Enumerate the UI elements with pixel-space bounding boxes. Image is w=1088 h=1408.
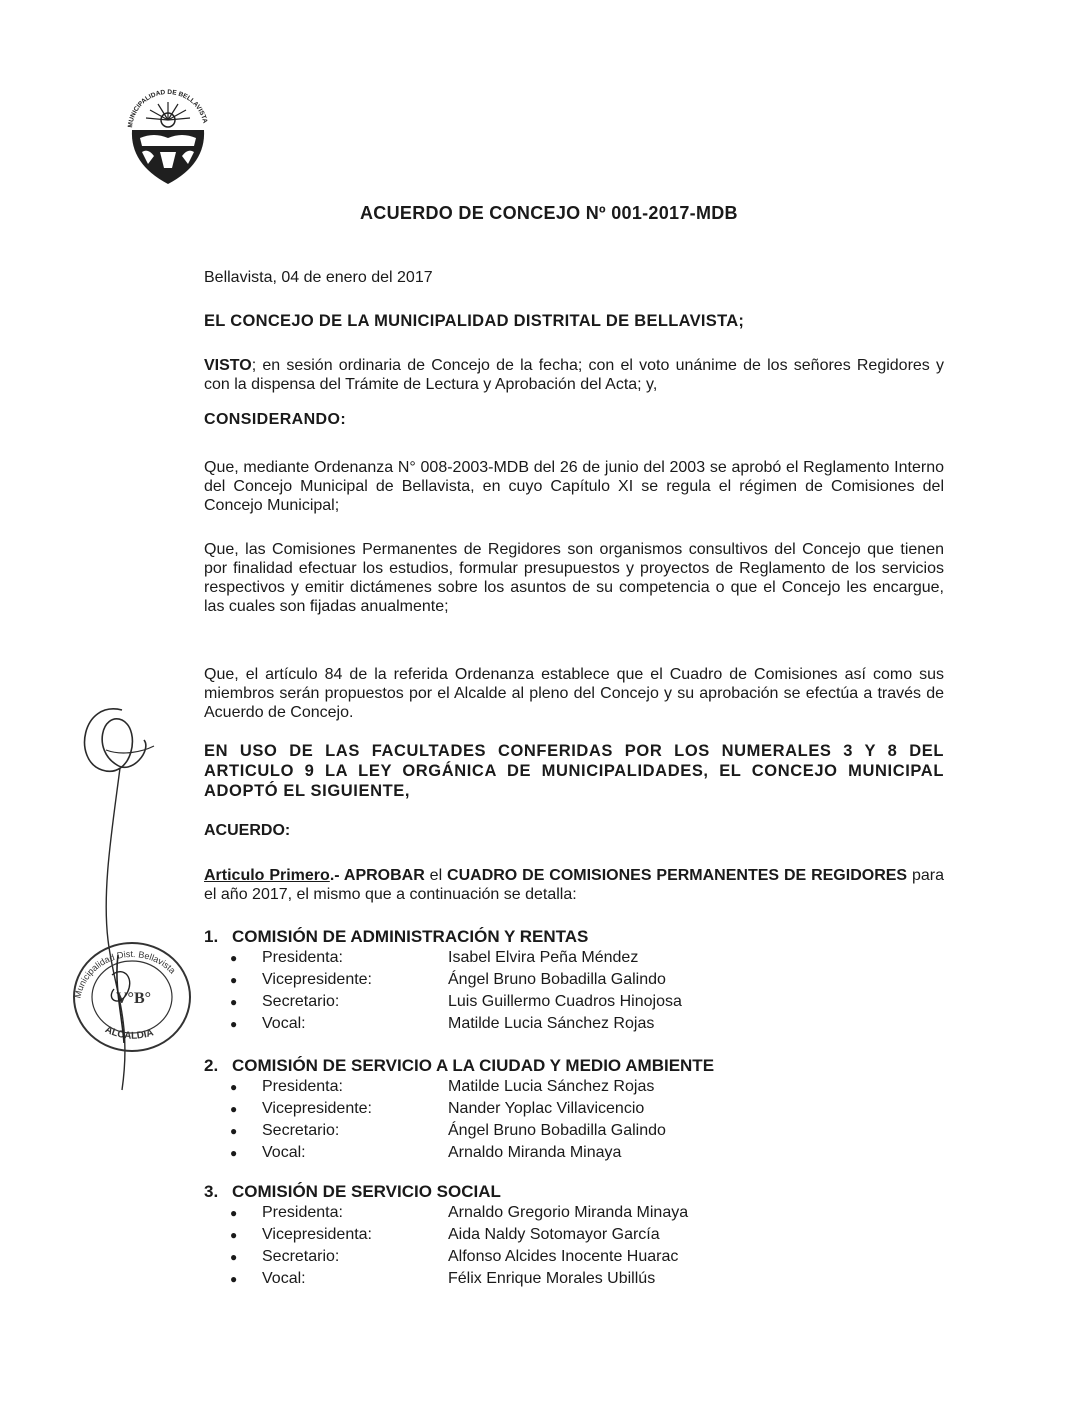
member-row xyxy=(204,947,944,969)
member-row xyxy=(204,1120,944,1142)
commission-1 xyxy=(204,926,944,1035)
member-role: Secretario: xyxy=(262,993,340,1010)
commission-2 xyxy=(204,1055,944,1164)
bullet-icon: ● xyxy=(230,1206,238,1220)
member-name: Arnaldo Gregorio Miranda Minaya xyxy=(448,1204,689,1221)
considerando-paragraph-1: Que, mediante Ordenanza N° 008-2003-MDB del 26 de junio del 2003 se aprobó el Reglamento Interno del Concejo Municipal de Bellavista, en cuyo Capítulo XI se regula el régimen de Comisiones del Concejo Municipal; xyxy=(204,459,944,514)
member-row xyxy=(204,1076,944,1098)
commission-title: COMISIÓN DE SERVICIO SOCIAL xyxy=(232,1182,501,1201)
commission-title: COMISIÓN DE ADMINISTRACIÓN Y RENTAS xyxy=(232,927,589,946)
member-row xyxy=(204,969,944,991)
commission-title: COMISIÓN DE SERVICIO A LA CIUDAD Y MEDIO AMBIENTE xyxy=(232,1056,715,1075)
bullet-icon: ● xyxy=(230,995,238,1009)
article-rest: para el año 2017, el mismo que a continuación se detalla: xyxy=(204,867,945,903)
member-name: Ángel Bruno Bobadilla Galindo xyxy=(448,1122,666,1139)
member-name: Ángel Bruno Bobadilla Galindo xyxy=(448,971,666,988)
bullet-icon: ● xyxy=(230,1102,238,1116)
member-role: Presidenta: xyxy=(262,949,343,966)
bullet-icon: ● xyxy=(230,1080,238,1094)
bullet-icon: ● xyxy=(230,1146,238,1160)
article-separator: .- xyxy=(329,867,344,884)
article-primero-paragraph xyxy=(204,866,944,904)
considerando-paragraph-3: Que, el artículo 84 de la referida Ordenanza establece que el Cuadro de Comisiones así como sus miembros serán propuestos por el Alcalde al pleno del Concejo y su aprobación se efectúa a través de Acuerdo de Concejo. xyxy=(204,666,944,721)
acuerdo-heading: ACUERDO: xyxy=(204,822,291,839)
member-name: Isabel Elvira Peña Méndez xyxy=(448,949,639,966)
bullet-icon: ● xyxy=(230,973,238,987)
member-role: Vicepresidente: xyxy=(262,971,372,988)
bullet-icon: ● xyxy=(230,1272,238,1286)
stamp-center-text: V°B° xyxy=(116,990,152,1007)
visto-paragraph xyxy=(204,356,944,394)
member-role: Vicepresidenta: xyxy=(262,1226,372,1243)
member-row xyxy=(204,1098,944,1120)
commission-heading xyxy=(204,1055,944,1076)
member-name: Luis Guillermo Cuadros Hinojosa xyxy=(448,993,682,1010)
member-role: Secretario: xyxy=(262,1248,340,1265)
member-name: Félix Enrique Morales Ubillús xyxy=(448,1270,656,1287)
member-row xyxy=(204,1268,944,1290)
member-name: Arnaldo Miranda Minaya xyxy=(448,1144,622,1161)
commission-number: 2. xyxy=(204,1056,219,1075)
logo-arc-text: MUNICIPALIDAD DE BELLAVISTA xyxy=(127,88,209,129)
facultades-paragraph: EN USO DE LAS FACULTADES CONFERIDAS POR LOS NUMERALES 3 Y 8 DEL ARTICULO 9 LA LEY ORGÁNICA DE MUNICIPALIDADES, EL CONCEJO MUNICIPAL ADOPTÓ EL SIGUIENTE, xyxy=(204,742,944,800)
bullet-icon: ● xyxy=(230,1250,238,1264)
member-name: Matilde Lucia Sánchez Rojas xyxy=(448,1015,655,1032)
member-row xyxy=(204,1202,944,1224)
commission-heading xyxy=(204,1181,944,1202)
member-row xyxy=(204,991,944,1013)
member-role: Vocal: xyxy=(262,1270,306,1287)
council-heading: EL CONCEJO DE LA MUNICIPALIDAD DISTRITAL DE BELLAVISTA; xyxy=(204,312,745,330)
member-row xyxy=(204,1013,944,1035)
svg-text:ALCALDIA xyxy=(103,1024,155,1042)
visto-label: VISTO xyxy=(204,357,252,374)
commission-heading xyxy=(204,926,944,947)
document-title: ACUERDO DE CONCEJO Nº 001-2017-MDB xyxy=(360,203,738,223)
member-name: Aida Naldy Sotomayor García xyxy=(448,1226,660,1243)
article-bold-phrase: CUADRO DE COMISIONES PERMANENTES DE REGIDORES xyxy=(447,867,908,884)
commission-number: 3. xyxy=(204,1182,219,1201)
member-row xyxy=(204,1246,944,1268)
bullet-icon: ● xyxy=(230,1017,238,1031)
member-row xyxy=(204,1224,944,1246)
considerando-paragraph-2: Que, las Comisiones Permanentes de Regidores son organismos consultivos del Concejo que tienen por finalidad efectuar los estudios, formular presupuestos y proyectos de Reglamento de los servicios respectivos y emitir dictámenes sobre los asuntos de su competencia o que el Concejo les encargue, las cuales son fijadas anualmente; xyxy=(204,541,944,615)
commission-3 xyxy=(204,1181,944,1290)
member-name: Matilde Lucia Sánchez Rojas xyxy=(448,1078,655,1095)
member-name: Nander Yoplac Villavicencio xyxy=(448,1100,645,1117)
member-role: Vocal: xyxy=(262,1144,306,1161)
member-role: Vicepresidente: xyxy=(262,1100,372,1117)
date-line: Bellavista, 04 de enero del 2017 xyxy=(204,269,433,286)
member-role: Presidenta: xyxy=(262,1078,343,1095)
article-el: el xyxy=(424,867,448,884)
member-role: Vocal: xyxy=(262,1015,306,1032)
commission-number: 1. xyxy=(204,927,219,946)
member-name: Alfonso Alcides Inocente Huarac xyxy=(448,1248,679,1265)
bullet-icon: ● xyxy=(230,1228,238,1242)
stamp-top-text: Municipalidad Dist. Bellavista xyxy=(72,948,178,1000)
municipal-seal-logo xyxy=(118,72,218,192)
article-verb: APROBAR xyxy=(343,867,425,884)
considerando-heading: CONSIDERANDO: xyxy=(204,411,347,428)
visto-text: ; en sesión ordinaria de Concejo de la fecha; con el voto unánime de los señores Regidores y con la dispensa del Trámite de Lectura y Aprobación del Acta; y, xyxy=(204,357,944,393)
alcaldia-stamp xyxy=(66,935,198,1057)
member-role: Presidenta: xyxy=(262,1204,343,1221)
member-row xyxy=(204,1142,944,1164)
bullet-icon: ● xyxy=(230,1124,238,1138)
stamp-bottom-text: ALCALDIA xyxy=(103,1024,155,1042)
bullet-icon: ● xyxy=(230,951,238,965)
article-label: Articulo Primero xyxy=(204,867,330,884)
member-role: Secretario: xyxy=(262,1122,340,1139)
